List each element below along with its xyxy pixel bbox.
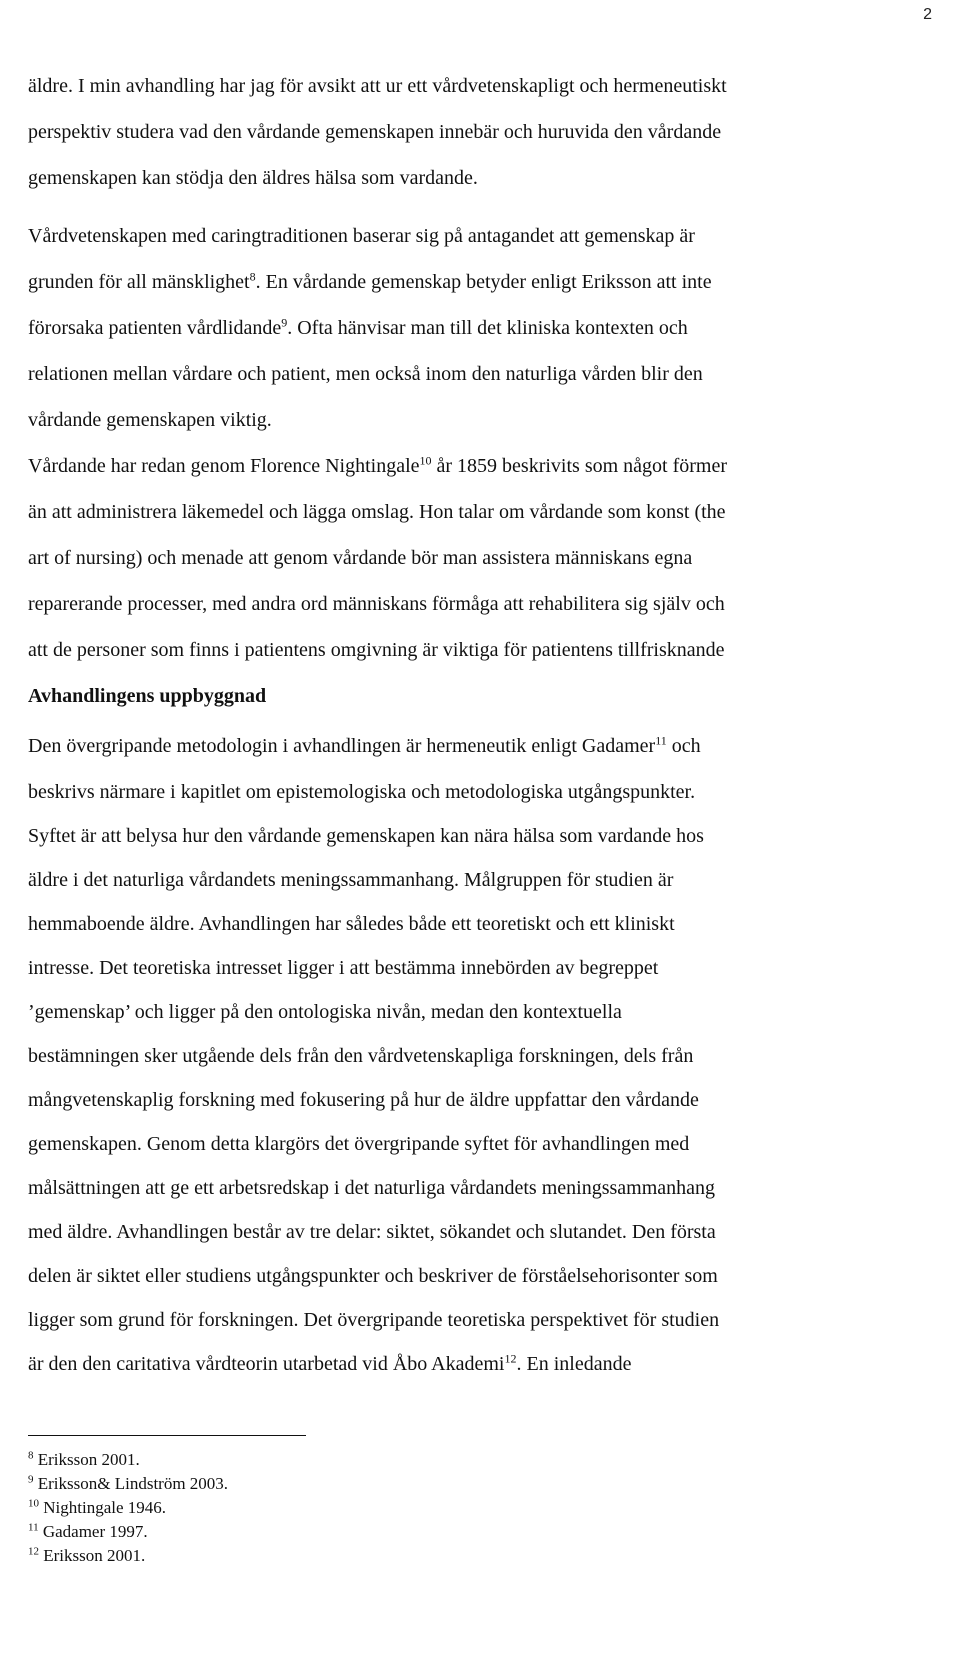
- body-line: [28, 408, 932, 432]
- line-text: perspektiv studera vad den vårdande gemenskapen innebär och huruvida den vårdande: [28, 121, 722, 143]
- line-text: ligger som grund för forskningen. Det övergripande teoretiska perspektivet för studien: [28, 1309, 720, 1331]
- line-text: och: [666, 735, 701, 757]
- footnote-text: Eriksson 2001.: [33, 1450, 140, 1469]
- body-line: [28, 1132, 932, 1156]
- line-text: delen är siktet eller studiens utgångspunkter och beskriver de förståelsehorisonter som: [28, 1265, 718, 1287]
- line-text: intresse. Det teoretiska intresset ligger i att bestämma innebörden av begreppet: [28, 957, 659, 979]
- body-line: [28, 362, 932, 386]
- body-line: [28, 1264, 932, 1288]
- body-line: [28, 734, 932, 758]
- footnote-number: 8: [28, 1449, 34, 1462]
- body-line: [28, 638, 932, 662]
- footnote-number: 11: [28, 1521, 39, 1534]
- footnote-text: Gadamer 1997.: [38, 1522, 148, 1541]
- page-number: 2: [923, 6, 932, 23]
- footnote: [28, 1450, 140, 1470]
- line-text: . Ofta hänvisar man till det kliniska kontexten och: [287, 317, 688, 339]
- footnote-text: Eriksson 2001.: [39, 1546, 146, 1565]
- line-text: att de personer som finns i patientens omgivning är viktiga för patientens tillfrisknande: [28, 639, 725, 661]
- line-text: målsättningen att ge ett arbetsredskap i det naturliga vårdandets meningssammanhang: [28, 1177, 716, 1199]
- line-text: mångvetenskaplig forskning med fokusering på hur de äldre uppfattar den vårdande: [28, 1089, 699, 1111]
- line-text: vårdande gemenskapen viktig.: [28, 409, 272, 431]
- line-text: ’gemenskap’ och ligger på den ontologiska nivån, medan den kontextuella: [28, 1001, 622, 1023]
- body-line: [28, 956, 932, 980]
- footnote-number: 12: [28, 1545, 39, 1558]
- body-line: [28, 1352, 932, 1376]
- body-line: [28, 120, 932, 144]
- line-text: äldre. I min avhandling har jag för avsikt att ur ett vårdvetenskapligt och hermeneutiskt: [28, 75, 727, 97]
- line-text: Syftet är att belysa hur den vårdande gemenskapen kan nära hälsa som vardande hos: [28, 825, 704, 847]
- footnote: [28, 1498, 166, 1518]
- body-line: [28, 166, 932, 190]
- footnote-ref: 11: [655, 733, 667, 748]
- body-line: [28, 1044, 932, 1068]
- line-text: gemenskapen. Genom detta klargörs det övergripande syftet för avhandlingen med: [28, 1133, 690, 1155]
- body-line: [28, 74, 932, 98]
- line-text: gemenskapen kan stödja den äldres hälsa som vardande.: [28, 167, 478, 189]
- line-text: äldre i det naturliga vårdandets meningssammanhang. Målgruppen för studien är: [28, 869, 674, 891]
- footnote: [28, 1474, 228, 1494]
- line-text: reparerande processer, med andra ord människans förmåga att rehabilitera sig själv och: [28, 593, 725, 615]
- footnote: [28, 1546, 145, 1566]
- footnote-number: 9: [28, 1473, 34, 1486]
- line-text: förorsaka patienten vårdlidande: [28, 317, 282, 339]
- line-text: med äldre. Avhandlingen består av tre delar: siktet, sökandet och slutandet. Den första: [28, 1221, 716, 1243]
- body-line: [28, 1000, 932, 1024]
- footnote-text: Nightingale 1946.: [39, 1498, 167, 1517]
- line-text: Vårdande har redan genom Florence Nightingale: [28, 455, 420, 477]
- line-text: relationen mellan vårdare och patient, men också inom den naturliga vården blir den: [28, 363, 703, 385]
- line-text: grunden för all mänsklighet: [28, 271, 250, 293]
- footnote-ref: 8: [249, 269, 256, 284]
- line-text: . En inledande: [516, 1353, 632, 1375]
- line-text: Vårdvetenskapen med caringtraditionen baserar sig på antagandet att gemenskap är: [28, 225, 695, 247]
- body-line: [28, 224, 932, 248]
- line-text: år 1859 beskrivits som något förmer: [431, 455, 728, 477]
- body-line: [28, 592, 932, 616]
- footnote-text: Eriksson& Lindström 2003.: [33, 1474, 229, 1493]
- line-text: hemmaboende äldre. Avhandlingen har således både ett teoretiskt och ett kliniskt: [28, 913, 675, 935]
- line-text: art of nursing) och menade att genom vårdande bör man assistera människans egna: [28, 547, 693, 569]
- line-text: än att administrera läkemedel och lägga omslag. Hon talar om vårdande som konst (the: [28, 501, 726, 523]
- body-line: [28, 546, 932, 570]
- body-line: [28, 912, 932, 936]
- line-text: . En vårdande gemenskap betyder enligt Eriksson att inte: [255, 271, 712, 293]
- body-line: [28, 500, 932, 524]
- footnote: [28, 1522, 148, 1542]
- body-line: [28, 780, 932, 804]
- body-line: [28, 1220, 932, 1244]
- body-line: [28, 454, 932, 478]
- body-line: [28, 824, 932, 848]
- body-line: [28, 316, 932, 340]
- footnote-ref: 9: [281, 315, 288, 330]
- footnote-divider: [28, 1435, 306, 1436]
- body-line: [28, 1176, 932, 1200]
- body-line: [28, 1088, 932, 1112]
- line-text: beskrivs närmare i kapitlet om epistemologiska och metodologiska utgångspunkter.: [28, 781, 696, 803]
- footnote-number: 10: [28, 1497, 39, 1510]
- line-text: Den övergripande metodologin i avhandlingen är hermeneutik enligt Gadamer: [28, 735, 656, 757]
- body-line: [28, 868, 932, 892]
- footnote-ref: 10: [419, 453, 432, 468]
- footnote-ref: 12: [504, 1351, 517, 1366]
- section-heading: Avhandlingens uppbyggnad: [28, 685, 267, 707]
- body-line: [28, 1308, 932, 1332]
- line-text: bestämningen sker utgående dels från den vårdvetenskapliga forskningen, dels från: [28, 1045, 694, 1067]
- line-text: är den den caritativa vårdteorin utarbetad vid Åbo Akademi: [28, 1353, 505, 1375]
- body-line: [28, 270, 932, 294]
